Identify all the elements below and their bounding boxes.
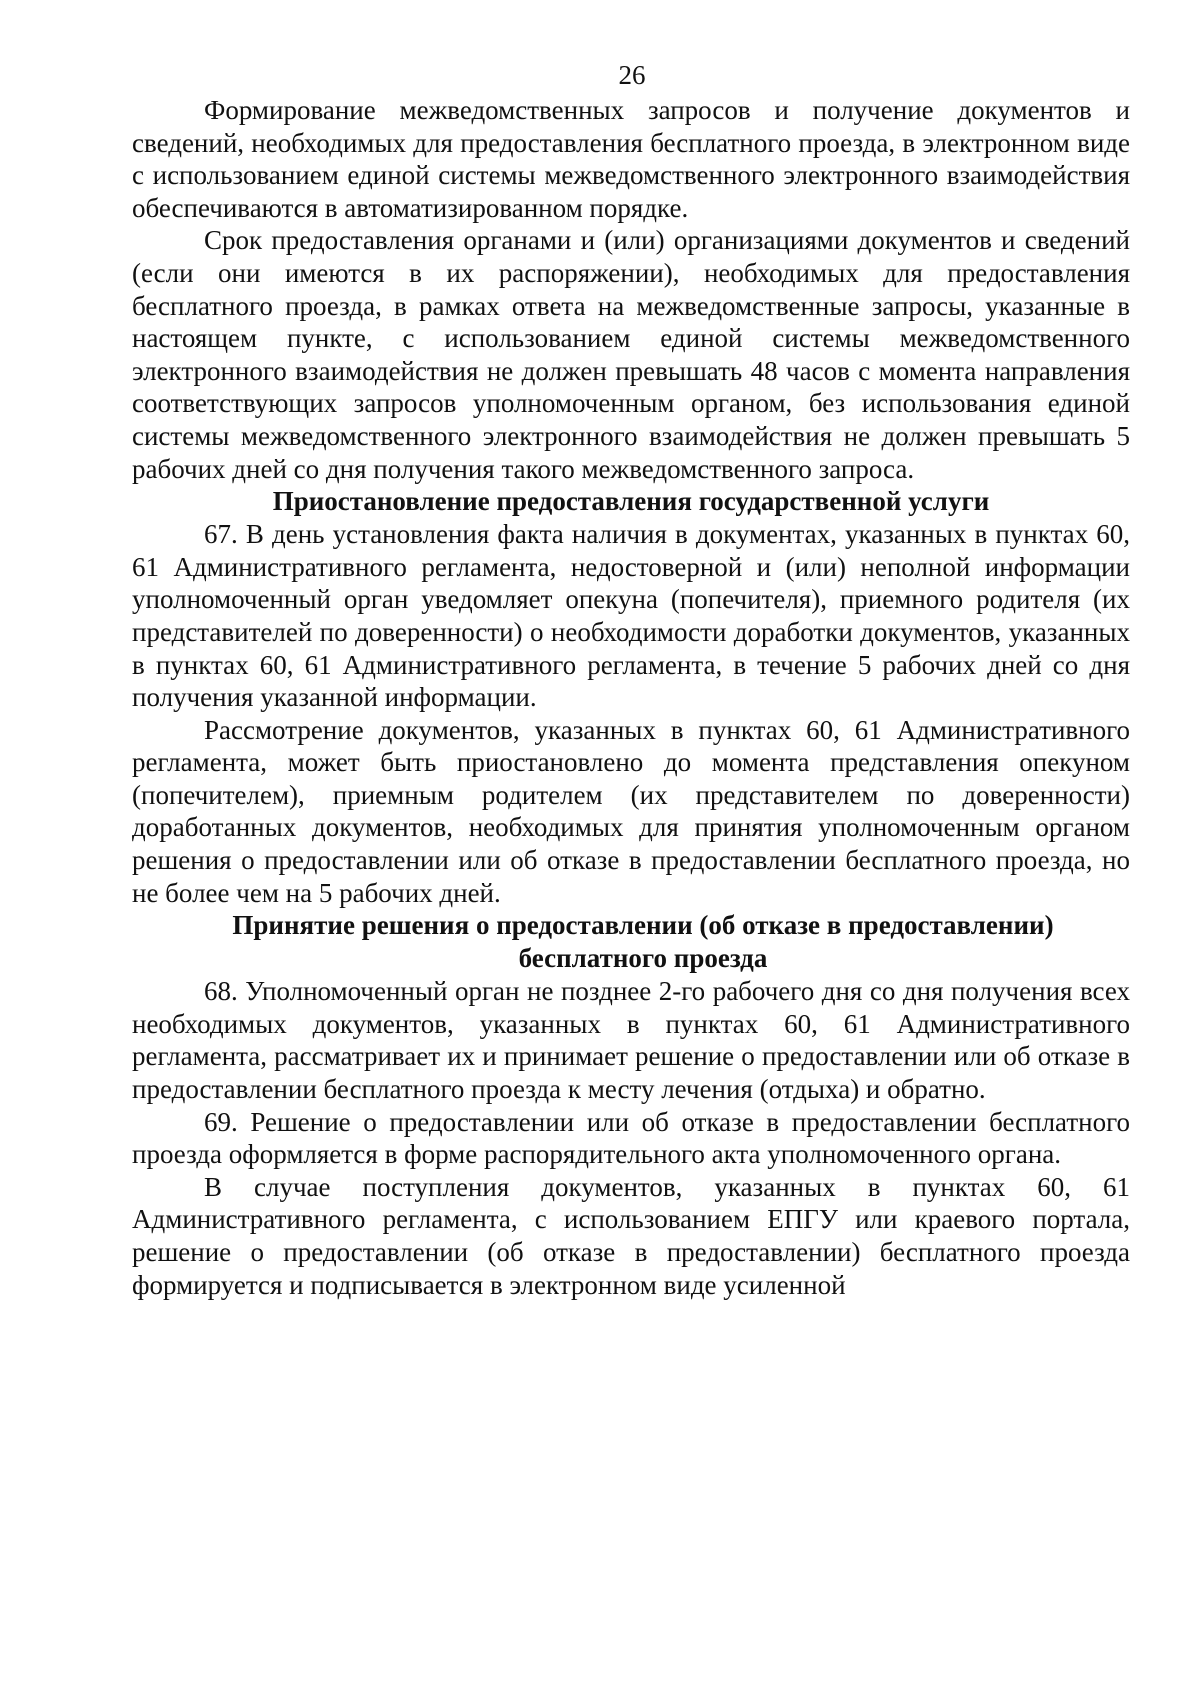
page-number: 26: [618, 60, 646, 90]
paragraph-electronic-decision: В случае поступления документов, указанных в пунктах 60, 61 Административного регламента, с использованием ЕПГУ или краевого портала, решение о предоставлении (об отказе в предоставлении) бесплатного проезда формируется и подписывается в электронном виде усиленной: [132, 1171, 1130, 1300]
document-page: [132, 58, 1130, 1301]
paragraph-suspension-review: Рассмотрение документов, указанных в пунктах 60, 61 Административного регламента, может быть приостановлено до момента представления опекуном (попечителем), приемным родителем (их представителем по доверенности) доработанных документов, необходимых для принятия уполномоченным органом решения о предоставлении или об отказе в предоставлении бесплатного проезда, но не более чем на 5 рабочих дней.: [132, 714, 1130, 908]
section-heading-suspension: Приостановление предоставления государственной услуги: [272, 486, 990, 517]
paragraph-interagency-requests: Формирование межведомственных запросов и получение документов и сведений, необходимых для предоставления бесплатного проезда, в электронном виде с использованием единой системы межведомственного электронного взаимодействия обеспечиваются в автоматизированном порядке.: [132, 95, 1130, 223]
paragraph-item-69: 69. Решение о предоставлении или об отказе в предоставлении бесплатного проезда оформляется в форме распорядительного акта уполномоченного органа.: [132, 1106, 1130, 1170]
section-heading-decision-line-2: бесплатного проезда: [518, 943, 768, 974]
section-heading-decision-line-1: Принятие решения о предоставлении (об отказе в предоставлении): [232, 910, 1054, 941]
section-heading-decision: [132, 909, 1130, 975]
paragraph-response-deadline: Срок предоставления органами и (или) организациями документов и сведений (если они имеются в их распоряжении), необходимых для предоставления бесплатного проезда, в рамках ответа на межведомственные запросы, указанные в настоящем пункте, с использованием единой системы межведомственного электронного взаимодействия не должен превышать 48 часов с момента направления соответствующих запросов уполномоченным органом, без использования единой системы межведомственного электронного взаимодействия не должен превышать 5 рабочих дней со дня получения такого межведомственного запроса.: [132, 225, 1130, 484]
paragraph-item-67: 67. В день установления факта наличия в документах, указанных в пунктах 60, 61 Административного регламента, недостоверной и (или) неполной информации уполномоченный орган уведомляет опекуна (попечителя), приемного родителя (их представителей по доверенности) о необходимости доработки документов, указанных в пунктах 60, 61 Административного регламента, в течение 5 рабочих дней со дня получения указанной информации.: [132, 519, 1130, 713]
paragraph-item-68: 68. Уполномоченный орган не позднее 2-го рабочего дня со дня получения всех необходимых документов, указанных в пунктах 60, 61 Административного регламента, рассматривает их и принимает решение о предоставлении или об отказе в предоставлении бесплатного проезда к месту лечения (отдыха) и обратно.: [132, 976, 1130, 1105]
